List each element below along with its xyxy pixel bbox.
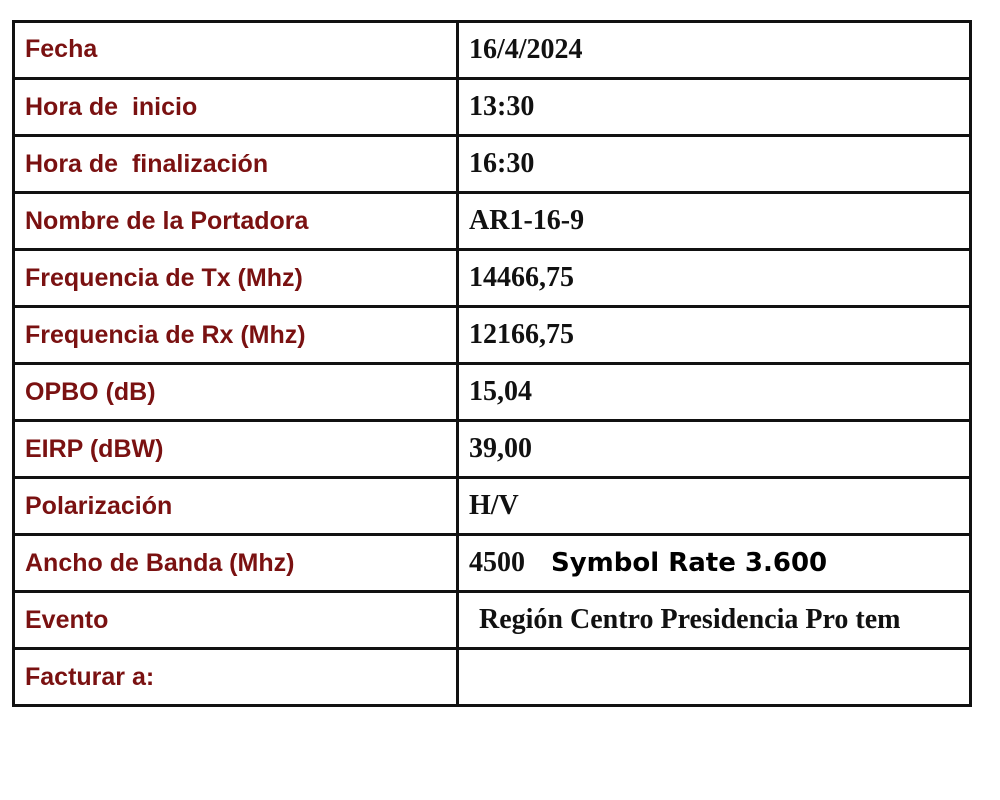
- label-frecuencia-tx: Frequencia de Tx (Mhz): [14, 250, 458, 307]
- label-polarizacion: Polarización: [14, 478, 458, 535]
- table-row-evento: [14, 592, 971, 649]
- table-row-hora-finalizacion: [14, 136, 971, 193]
- value-ancho-banda-cell: [458, 535, 971, 592]
- table-row-fecha: [14, 22, 971, 79]
- carrier-info-table: [12, 20, 972, 707]
- value-frecuencia-tx: 14466,75: [458, 250, 971, 307]
- label-facturar: Facturar a:: [14, 649, 458, 706]
- value-eirp: 39,00: [458, 421, 971, 478]
- label-hora-finalizacion: Hora de finalización: [14, 136, 458, 193]
- table-row-nombre-portadora: [14, 193, 971, 250]
- value-frecuencia-rx: 12166,75: [458, 307, 971, 364]
- table-row-hora-inicio: [14, 79, 971, 136]
- table-row-frecuencia-rx: [14, 307, 971, 364]
- label-ancho-banda: Ancho de Banda (Mhz): [14, 535, 458, 592]
- table-row-opbo: [14, 364, 971, 421]
- label-nombre-portadora: Nombre de la Portadora: [14, 193, 458, 250]
- value-ancho-banda: 4500: [469, 547, 525, 578]
- value-evento: Región Centro Presidencia Pro tem: [458, 592, 971, 649]
- table-row-ancho-banda: [14, 535, 971, 592]
- table-row-facturar: [14, 649, 971, 706]
- value-fecha: 16/4/2024: [458, 22, 971, 79]
- label-eirp: EIRP (dBW): [14, 421, 458, 478]
- label-frecuencia-rx: Frequencia de Rx (Mhz): [14, 307, 458, 364]
- value-nombre-portadora: AR1-16-9: [458, 193, 971, 250]
- table-row-frecuencia-tx: [14, 250, 971, 307]
- label-fecha: Fecha: [14, 22, 458, 79]
- table-row-polarizacion: [14, 478, 971, 535]
- table-row-eirp: [14, 421, 971, 478]
- label-opbo: OPBO (dB): [14, 364, 458, 421]
- value-hora-finalizacion: 16:30: [458, 136, 971, 193]
- value-polarizacion: H/V: [458, 478, 971, 535]
- value-hora-inicio: 13:30: [458, 79, 971, 136]
- label-hora-inicio: Hora de inicio: [14, 79, 458, 136]
- label-evento: Evento: [14, 592, 458, 649]
- symbol-rate-note: Symbol Rate 3.600: [551, 548, 828, 578]
- value-opbo: 15,04: [458, 364, 971, 421]
- value-facturar: [458, 649, 971, 706]
